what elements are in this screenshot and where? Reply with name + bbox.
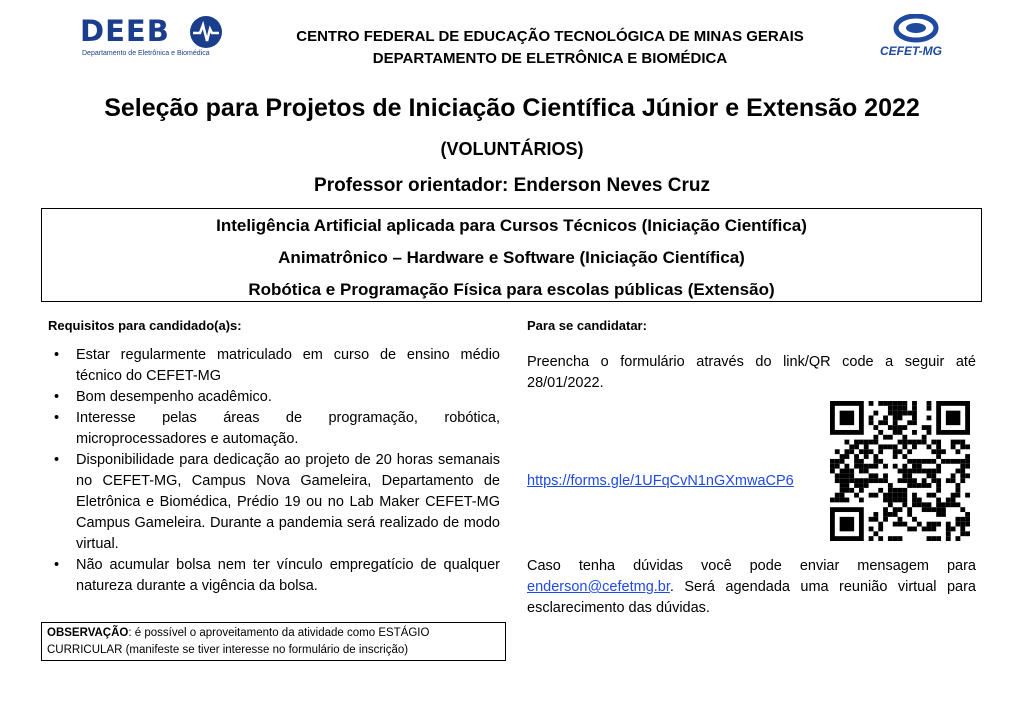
apply-heading: Para se candidatar: [527,318,647,333]
list-item [48,345,500,387]
projects-box [41,208,982,302]
advisor-line: Professor orientador: Enderson Neves Cruz [314,175,710,196]
deeb-logo-caption: Departamento de Eletrônica e Biomédica [82,50,210,57]
bullet-icon: • [54,452,60,468]
observation-text: : é possível o aproveitamento da atividade como ESTÁGIO CURRICULAR (manifeste se tiver interesse no formulário de inscrição) [47,627,430,656]
bullet-icon: • [54,389,60,405]
requirement-text: Estar regularmente matriculado em curso de ensino médio técnico do CEFET-MG [76,347,500,384]
project-title: Robótica e Programação Física para escolas públicas (Extensão) [248,280,775,299]
requirements-list [48,345,500,597]
email-link[interactable]: enderson@cefetmg.br [527,579,670,595]
bullet-icon: • [54,557,60,573]
cefet-logo-caption: CEFET-MG [880,44,942,58]
project-title: Animatrônico – Hardware e Software (Iniciação Científica) [278,248,745,267]
requirement-text: Não acumular bolsa nem ter vínculo empregatício de qualquer natureza durante a vigência da bolsa. [76,557,500,594]
list-item [48,450,500,555]
page-title: Seleção para Projetos de Iniciação Científica Júnior e Extensão 2022 [104,94,920,122]
page-subtitle: (VOLUNTÁRIOS) [440,139,584,159]
observation-box [41,622,506,661]
institution-header [200,26,900,70]
institution-name: CENTRO FEDERAL DE EDUCAÇÃO TECNOLÓGICA DE MINAS GERAIS [296,28,804,45]
deeb-logo-wordmark: DEEB [80,14,170,48]
list-item [48,387,500,408]
bullet-icon: • [54,347,60,363]
observation-label: OBSERVAÇÃO [47,627,129,639]
contact-paragraph [527,556,976,619]
project-title: Inteligência Artificial aplicada para Cursos Técnicos (Iniciação Científica) [216,216,807,235]
requirements-heading: Requisitos para candidado(a)s: [48,318,242,333]
bullet-icon: • [54,410,60,426]
contact-text-before: Caso tenha dúvidas você pode enviar mensagem para [527,558,976,574]
form-link[interactable]: https://forms.gle/1UFqCvN1nGXmwaCP6 [527,473,794,489]
qr-code-icon [830,401,970,541]
contact-text-after: . Será agendada uma reunião virtual para esclarecimento das dúvidas. [527,579,976,616]
list-item [48,555,500,597]
cefet-mg-logo [872,14,956,62]
apply-instructions: Preencha o formulário através do link/QR code a seguir até 28/01/2022. [527,354,976,391]
requirement-text: Bom desempenho acadêmico. [76,389,272,405]
cefet-emblem-icon [878,14,962,44]
department-name: DEPARTAMENTO DE ELETRÔNICA E BIOMÉDICA [372,50,728,67]
requirement-text: Disponibilidade para dedicação ao projeto de 20 horas semanais no CEFET-MG, Campus Nova Gameleira, Departamento de Eletrônica e Biomédica, Prédio 19 ou no Lab Maker CEFET-MG Campus Gameleira. Durante a pandemia será realizado de modo virtual. [76,452,500,552]
requirement-text: Interesse pelas áreas de programação, robótica, microprocessadores e automação. [76,410,500,447]
list-item [48,408,500,450]
